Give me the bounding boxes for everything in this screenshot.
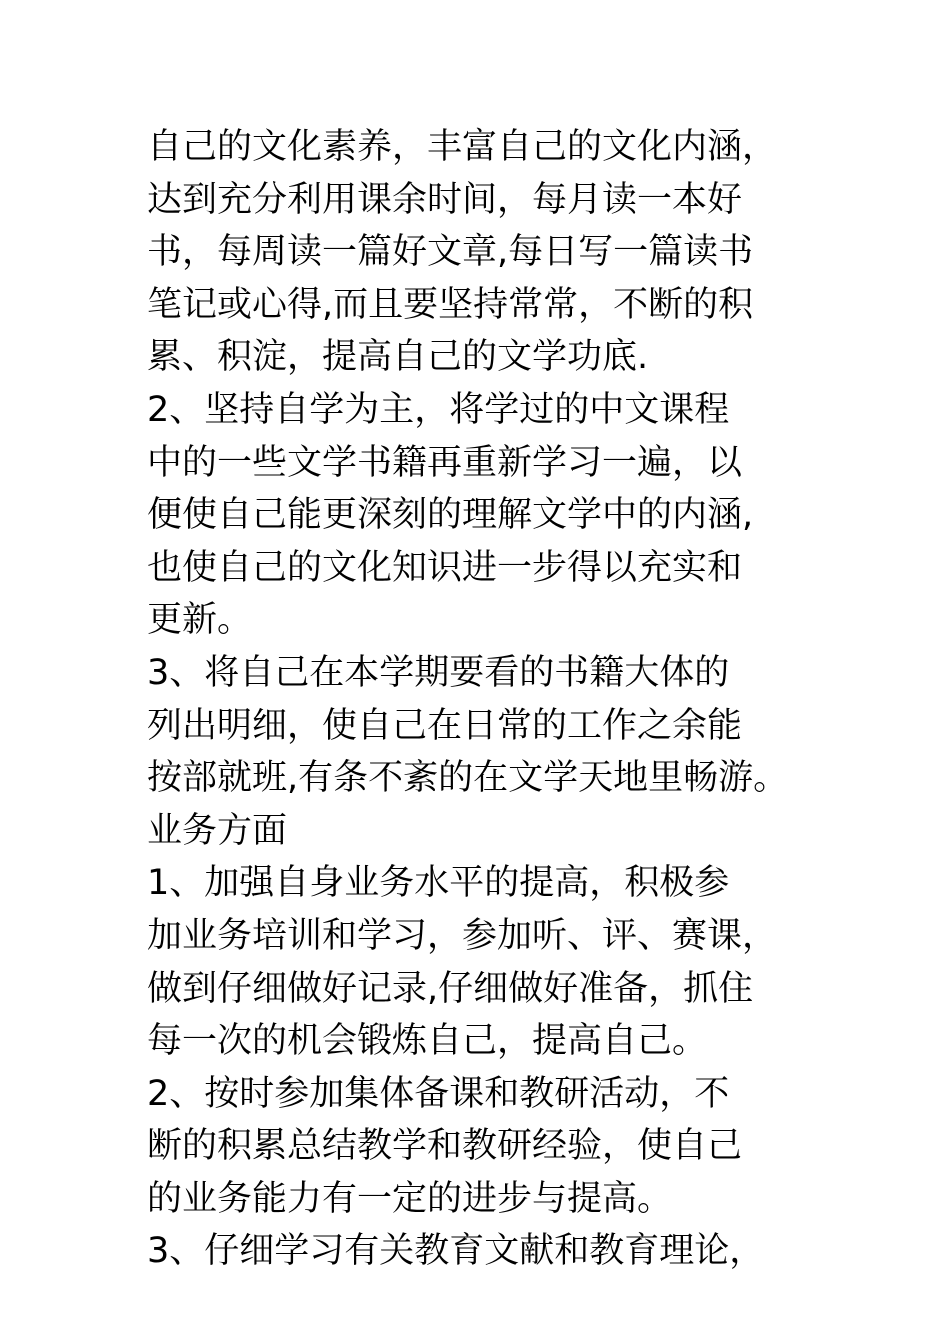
text-line: 自己的文化素养，丰富自己的文化内涵，	[147, 127, 778, 167]
text-line: 做到仔细做好记录,仔细做好准备，抓住	[147, 968, 754, 1009]
text-line: 中的一些文学书籍再重新学习一遍，以	[147, 442, 743, 483]
text-line: 的业务能力有一定的进步与提高。	[147, 1178, 673, 1219]
text-line: 列出明细，使自己在日常的工作之余能	[147, 705, 743, 746]
text-line: 便使自己能更深刻的理解文学中的内涵,	[147, 495, 754, 536]
text-line: 每一次的机会锻炼自己，提高自己。	[147, 1021, 708, 1062]
text-line: 达到充分利用课余时间，每月读一本好	[147, 179, 743, 220]
text-line: 3、将自己在本学期要看的书籍大体的	[147, 652, 730, 693]
text-line: 也使自己的文化知识进一步得以充实和	[147, 547, 743, 588]
text-line: 2、坚持自学为主，将学过的中文课程	[147, 389, 730, 430]
text-line: 按部就班,有条不紊的在文学天地里畅游。	[147, 758, 789, 799]
section-heading: 业务方面	[147, 810, 288, 851]
text-line: 加业务培训和学习，参加听、评、赛课，	[147, 915, 778, 956]
text-line: 3、仔细学习有关教育文献和教育理论，	[147, 1231, 765, 1272]
text-line: 笔记或心得,而且要坚持常常，不断的积	[147, 284, 754, 325]
text-line: 累、积淀，提高自己的文学功底.	[147, 337, 649, 378]
text-line: 1、加强自身业务水平的提高，积极参	[147, 863, 730, 904]
text-line: 更新。	[147, 600, 253, 641]
text-line: 断的积累总结教学和教研经验，使自己	[147, 1126, 743, 1167]
text-line: 书，每周读一篇好文章,每日写一篇读书	[147, 232, 754, 273]
text-line: 2、按时参加集体备课和教研活动，不	[147, 1073, 730, 1114]
document-body	[147, 121, 837, 1278]
